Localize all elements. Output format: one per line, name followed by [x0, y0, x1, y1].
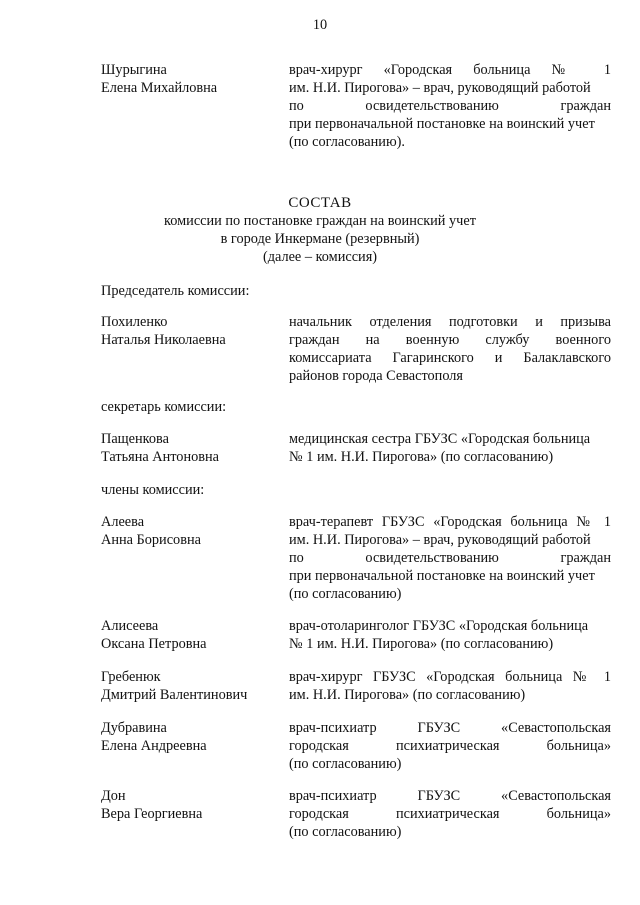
chairman-name	[101, 313, 276, 349]
description-line: начальник отделения подготовки и призыва	[289, 314, 611, 330]
description-line: медицинская сестра ГБУЗС «Городская больница	[289, 431, 591, 447]
composition-title: СОСТАВ	[288, 195, 352, 211]
description-line: комиссариата Гагаринского и Балаклавского	[289, 350, 611, 366]
page-number: 10	[312, 17, 328, 33]
description-line: № 1 им. Н.И. Пирогова» (по согласованию)	[289, 636, 554, 652]
member-description-aleeva	[289, 513, 611, 603]
member-surname: Гребенюк	[101, 669, 161, 685]
composition-subtitle-line2: в городе Инкермане (резервный)	[220, 231, 420, 247]
member-description-aliseeva	[289, 617, 611, 653]
description-line: им. Н.И. Пирогова» – врач, руководящий работой	[289, 532, 591, 548]
description-line: по освидетельствованию граждан	[289, 550, 611, 566]
description-line: (по согласованию)	[289, 824, 402, 840]
description-line: городская психиатрическая больница»	[289, 806, 611, 822]
member-name-don	[101, 787, 276, 823]
member-description-grebenyuk	[289, 668, 611, 704]
description-line: при первоначальной постановке на воинский учет	[289, 116, 595, 132]
members-label: члены комиссии:	[101, 482, 205, 498]
member-name-grebenyuk	[101, 668, 276, 704]
member-description-shurygina	[289, 61, 611, 151]
description-line: (по согласованию)	[289, 756, 402, 772]
member-surname: Похиленко	[101, 314, 168, 330]
description-line: врач-психиатр ГБУЗС «Севастопольская	[289, 720, 611, 736]
member-surname: Пащенкова	[101, 431, 169, 447]
description-line: по освидетельствованию граждан	[289, 98, 611, 114]
description-line: городская психиатрическая больница»	[289, 738, 611, 754]
composition-subtitle-line3: (далее – комиссия)	[262, 249, 378, 265]
member-name-aleeva	[101, 513, 276, 549]
member-surname: Алеева	[101, 514, 145, 530]
member-given-name: Вера Георгиевна	[101, 806, 203, 822]
description-line: врач-хирург ГБУЗС «Городская больница № 1	[289, 669, 611, 685]
member-name-dubravina	[101, 719, 276, 755]
description-line: им. Н.И. Пирогова» – врач, руководящий работой	[289, 80, 591, 96]
member-name-shurygina	[101, 61, 276, 97]
description-line: врач-психиатр ГБУЗС «Севастопольская	[289, 788, 611, 804]
secretary-name	[101, 430, 276, 466]
description-line: при первоначальной постановке на воинский учет	[289, 568, 595, 584]
member-description-dubravina	[289, 719, 611, 773]
member-name-aliseeva	[101, 617, 276, 653]
description-line: (по согласованию).	[289, 134, 405, 150]
member-given-name: Оксана Петровна	[101, 636, 207, 652]
chairman-description	[289, 313, 611, 385]
description-line: врач-терапевт ГБУЗС «Городская больница № 1	[289, 514, 611, 530]
description-line: № 1 им. Н.И. Пирогова» (по согласованию)	[289, 449, 554, 465]
description-line: врач-хирург «Городская больница № 1	[289, 62, 611, 78]
description-line: врач-отоларинголог ГБУЗС «Городская больница	[289, 618, 589, 634]
description-line: районов города Севастополя	[289, 368, 463, 384]
member-surname: Алисеева	[101, 618, 159, 634]
member-description-don	[289, 787, 611, 841]
member-surname: Дон	[101, 788, 126, 804]
member-surname: Шурыгина	[101, 62, 167, 78]
member-given-name: Елена Андреевна	[101, 738, 207, 754]
composition-subtitle-line1: комиссии по постановке граждан на воинский учет	[164, 213, 476, 229]
member-given-name: Дмитрий Валентинович	[101, 687, 248, 703]
member-given-name: Наталья Николаевна	[101, 332, 226, 348]
member-given-name: Анна Борисовна	[101, 532, 201, 548]
description-line: им. Н.И. Пирогова» (по согласованию)	[289, 687, 526, 703]
member-given-name: Елена Михайловна	[101, 80, 218, 96]
member-given-name: Татьяна Антоновна	[101, 449, 219, 465]
description-line: граждан на военную службу военного	[289, 332, 611, 348]
member-surname: Дубравина	[101, 720, 167, 736]
chairman-label: Председатель комиссии:	[101, 283, 250, 299]
secretary-description	[289, 430, 611, 466]
secretary-label: секретарь комиссии:	[101, 399, 227, 415]
description-line: (по согласованию)	[289, 586, 402, 602]
